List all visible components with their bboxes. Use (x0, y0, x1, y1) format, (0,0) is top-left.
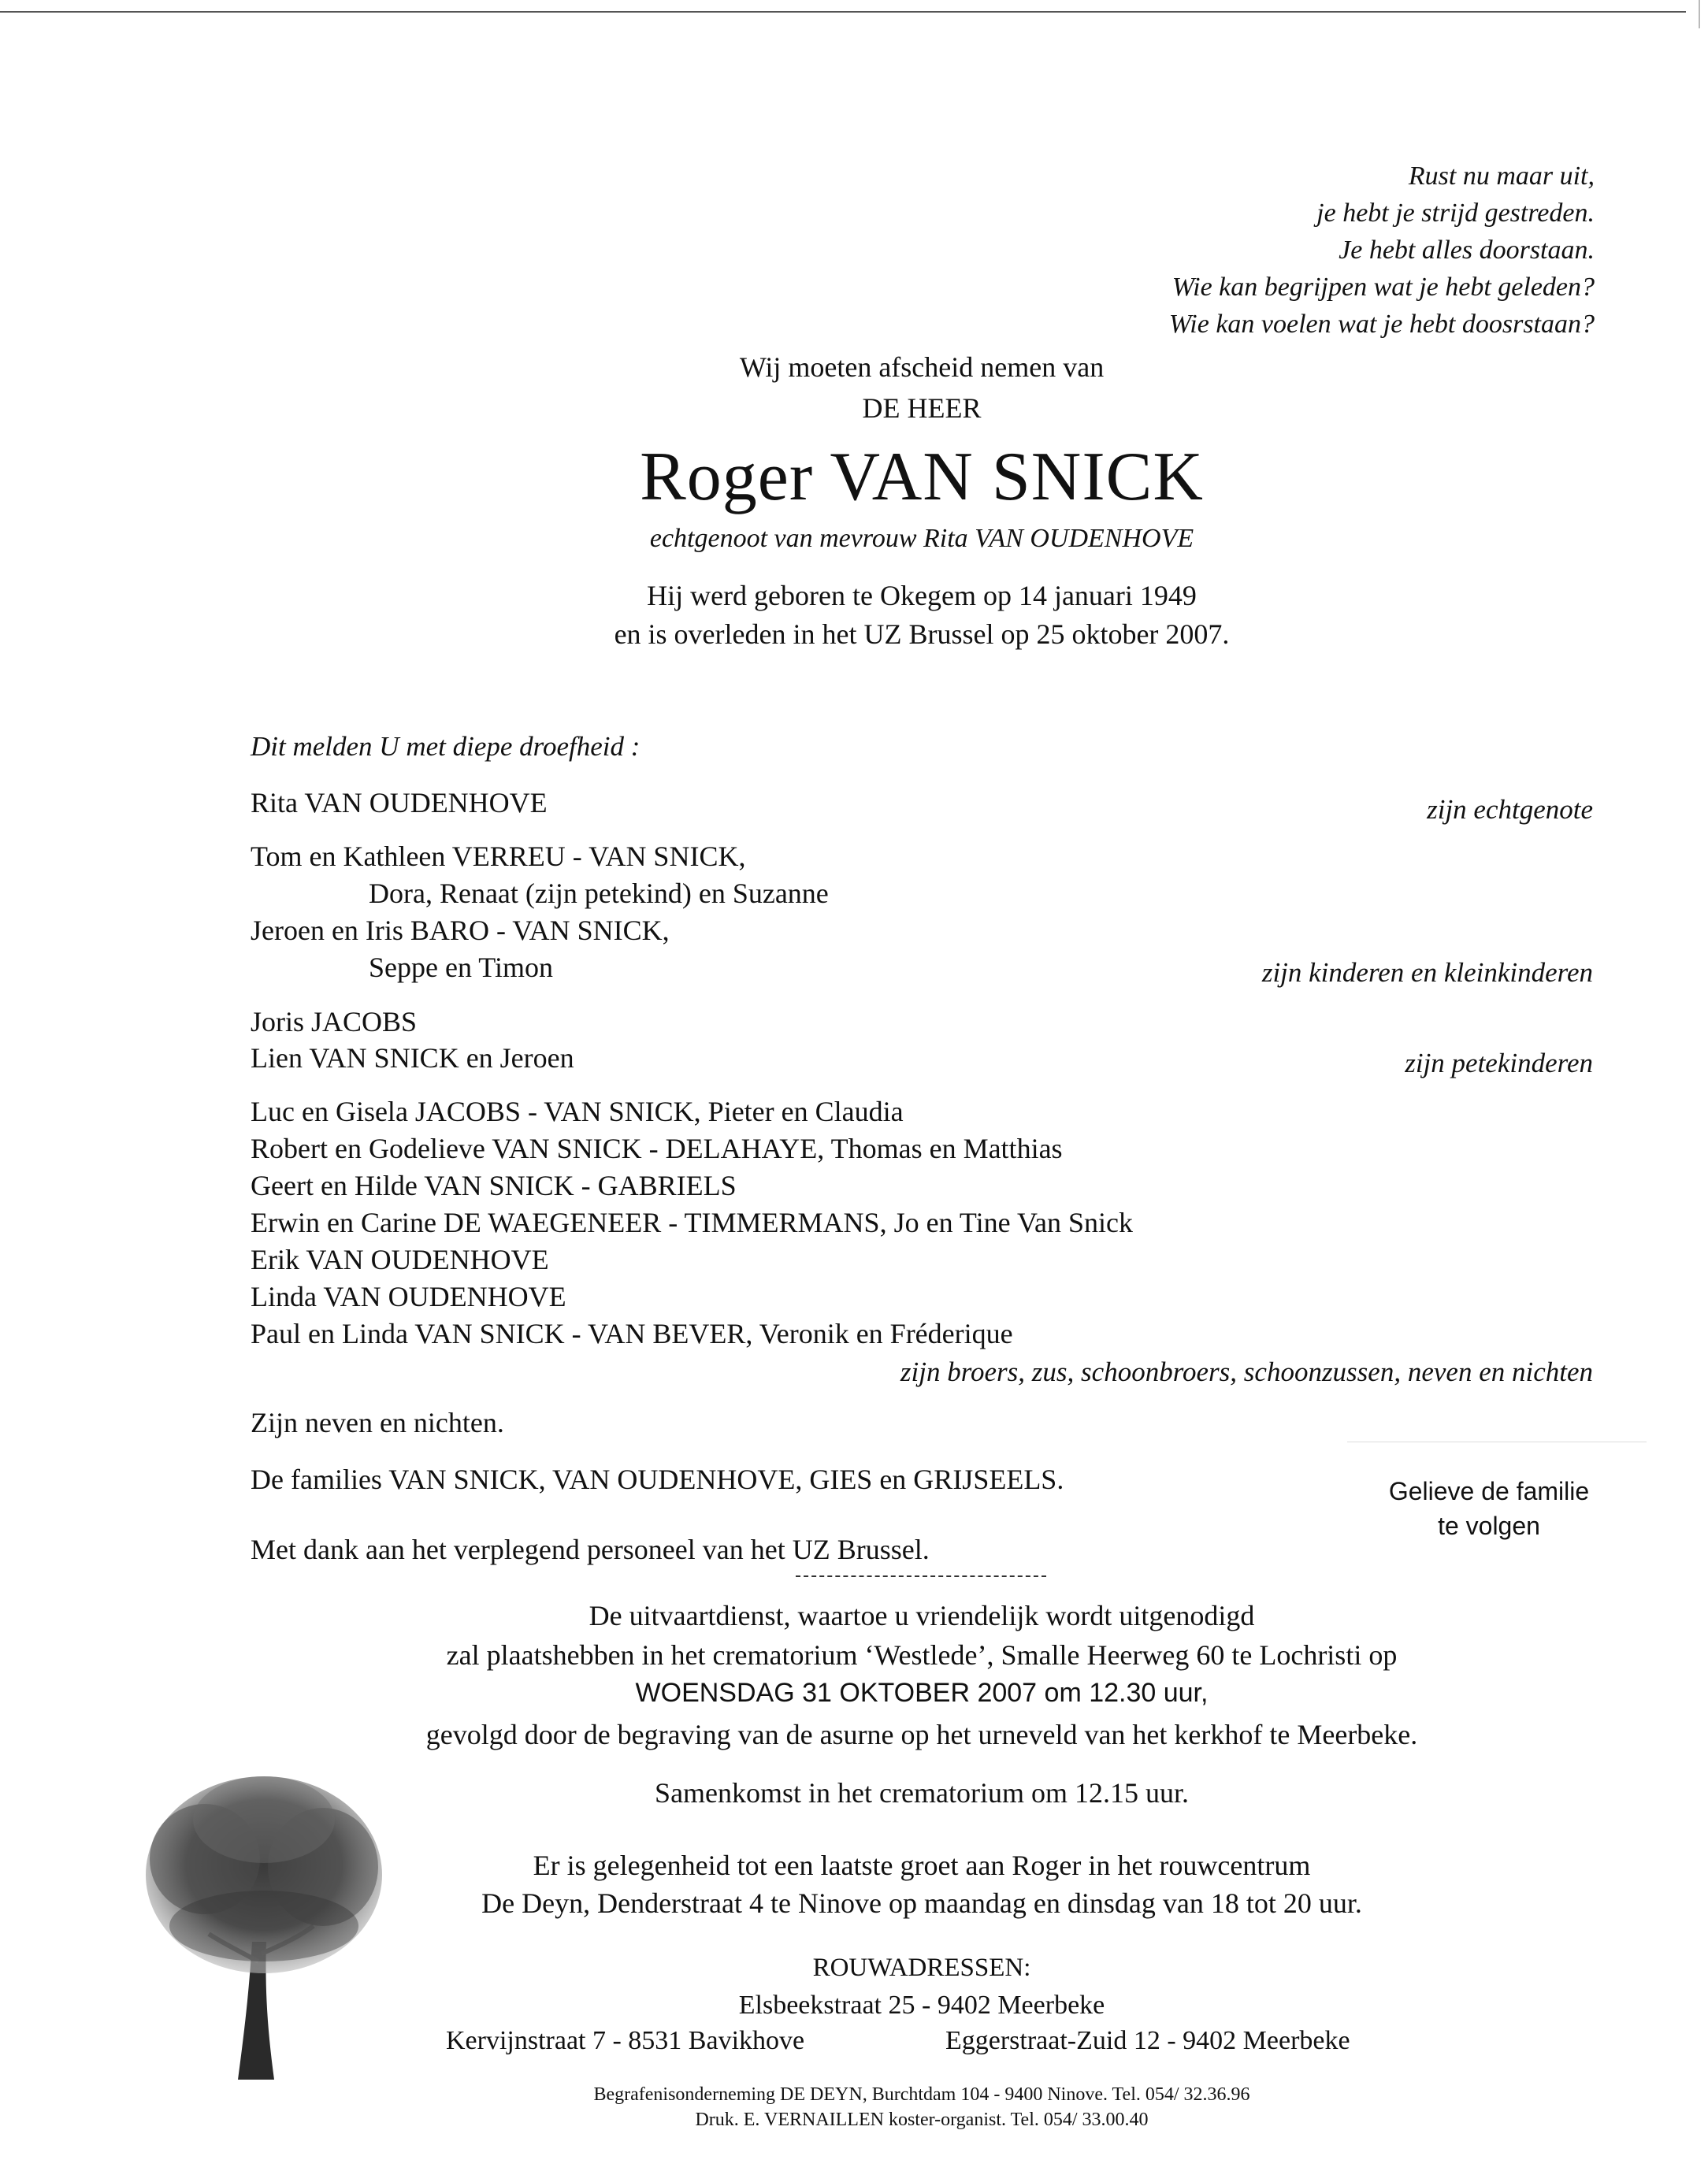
service-line: De uitvaartdienst, waartoe u vriendelijk wordt uitgenodigd (589, 1600, 1255, 1631)
relation-children: zijn kinderen en kleinkinderen (1261, 957, 1593, 988)
poem-line: Rust nu maar uit, (1408, 161, 1595, 191)
address-line: Eggerstraat-Zuid 12 - 9402 Meerbeke (945, 2026, 1350, 2055)
relation-siblings: zijn broers, zus, schoonbroers, schoonzussen, neven en nichten (900, 1356, 1593, 1387)
corner-mark (1699, 0, 1700, 28)
honorific: DE HEER (862, 392, 982, 424)
visit-line: De Deyn, Denderstraat 4 te Ninove op maandag en dinsdag van 18 tot 20 uur. (481, 1887, 1362, 1919)
address-line: Elsbeekstraat 25 - 9402 Meerbeke (738, 1991, 1105, 2020)
dashed-divider (796, 1575, 1046, 1577)
follow-family-note (1339, 1474, 1639, 1543)
family-sibling: Luc en Gisela JACOBS - VAN SNICK, Pieter en Claudia (251, 1096, 904, 1127)
poem-line: Je hebt alles doorstaan. (1339, 236, 1595, 265)
poem-line: je hebt je strijd gestreden. (1316, 199, 1595, 228)
family-sibling: Erik VAN OUDENHOVE (251, 1244, 549, 1275)
service-date: WOENSDAG 31 OKTOBER 2007 om 12.30 uur, (635, 1678, 1209, 1708)
poem-line: Wie kan begrijpen wat je hebt geleden? (1171, 273, 1595, 302)
family-grandchildren: Seppe en Timon (369, 952, 554, 983)
service-line: gevolgd door de begraving van de asurne op het urneveld van het kerkhof te Meerbeke. (425, 1719, 1418, 1750)
deceased-name: Roger VAN SNICK (640, 439, 1204, 515)
family-sibling: Linda VAN OUDENHOVE (251, 1281, 566, 1312)
relation-godchildren: zijn petekinderen (1405, 1048, 1593, 1078)
family-wife: Rita VAN OUDENHOVE (251, 787, 548, 818)
announcement: Dit melden U met diepe droefheid : (251, 731, 640, 762)
family-sibling: Robert en Godelieve VAN SNICK - DELAHAYE, Thomas en Matthias (251, 1133, 1063, 1164)
visit-line: Er is gelegenheid tot een laatste groet aan Roger in het rouwcentrum (533, 1850, 1311, 1881)
family-child: Tom en Kathleen VERREU - VAN SNICK, (251, 841, 746, 872)
footer-line: Druk. E. VERNAILLEN koster-organist. Tel. 054/ 33.00.40 (695, 2110, 1149, 2130)
addresses-heading: ROUWADRESSEN: (812, 1954, 1031, 1982)
note-line: te volgen (1438, 1512, 1540, 1540)
poem (886, 158, 1595, 343)
death-line: en is overleden in het UZ Brussel op 25 oktober 2007. (614, 618, 1230, 650)
tree-image (134, 1765, 394, 2080)
address-line: Kervijnstraat 7 - 8531 Bavikhove (446, 2026, 805, 2055)
footer-line: Begrafenisonderneming DE DEYN, Burchtdam 104 - 9400 Ninove. Tel. 054/ 32.36.96 (593, 2084, 1250, 2105)
family-child: Jeroen en Iris BARO - VAN SNICK, (251, 915, 670, 946)
family-sibling: Paul en Linda VAN SNICK - VAN BEVER, Veronik en Fréderique (251, 1318, 1013, 1349)
service-line: zal plaatshebben in het crematorium ‘Westlede’, Smalle Heerweg 60 te Lochristi op (446, 1639, 1398, 1671)
poem-line: Wie kan voelen wat je hebt doosrstaan? (1168, 310, 1595, 339)
family-grandchildren: Dora, Renaat (zijn petekind) en Suzanne (369, 878, 829, 909)
birth-line: Hij werd geboren te Okegem op 14 januari 1949 (647, 580, 1197, 611)
thanks-line: Met dank aan het verplegend personeel van het UZ Brussel. (251, 1534, 930, 1565)
family-sibling: Erwin en Carine DE WAEGENEER - TIMMERMANS, Jo en Tine Van Snick (251, 1207, 1133, 1238)
families-line: De families VAN SNICK, VAN OUDENHOVE, GIES en GRIJSEELS. (251, 1464, 1064, 1495)
cousins-line: Zijn neven en nichten. (251, 1407, 504, 1438)
intro-text: Wij moeten afscheid nemen van (739, 351, 1105, 383)
relation-wife: zijn echtgenote (1427, 794, 1593, 825)
spouse-line: echtgenoot van mevrouw Rita VAN OUDENHOVE (649, 524, 1194, 553)
gathering-line: Samenkomst in het crematorium om 12.15 uur. (655, 1777, 1189, 1809)
family-godchild: Lien VAN SNICK en Jeroen (251, 1042, 574, 1074)
top-rule (0, 11, 1686, 13)
family-godchild: Joris JACOBS (251, 1006, 418, 1037)
family-sibling: Geert en Hilde VAN SNICK - GABRIELS (251, 1170, 737, 1201)
note-line: Gelieve de familie (1388, 1477, 1590, 1505)
